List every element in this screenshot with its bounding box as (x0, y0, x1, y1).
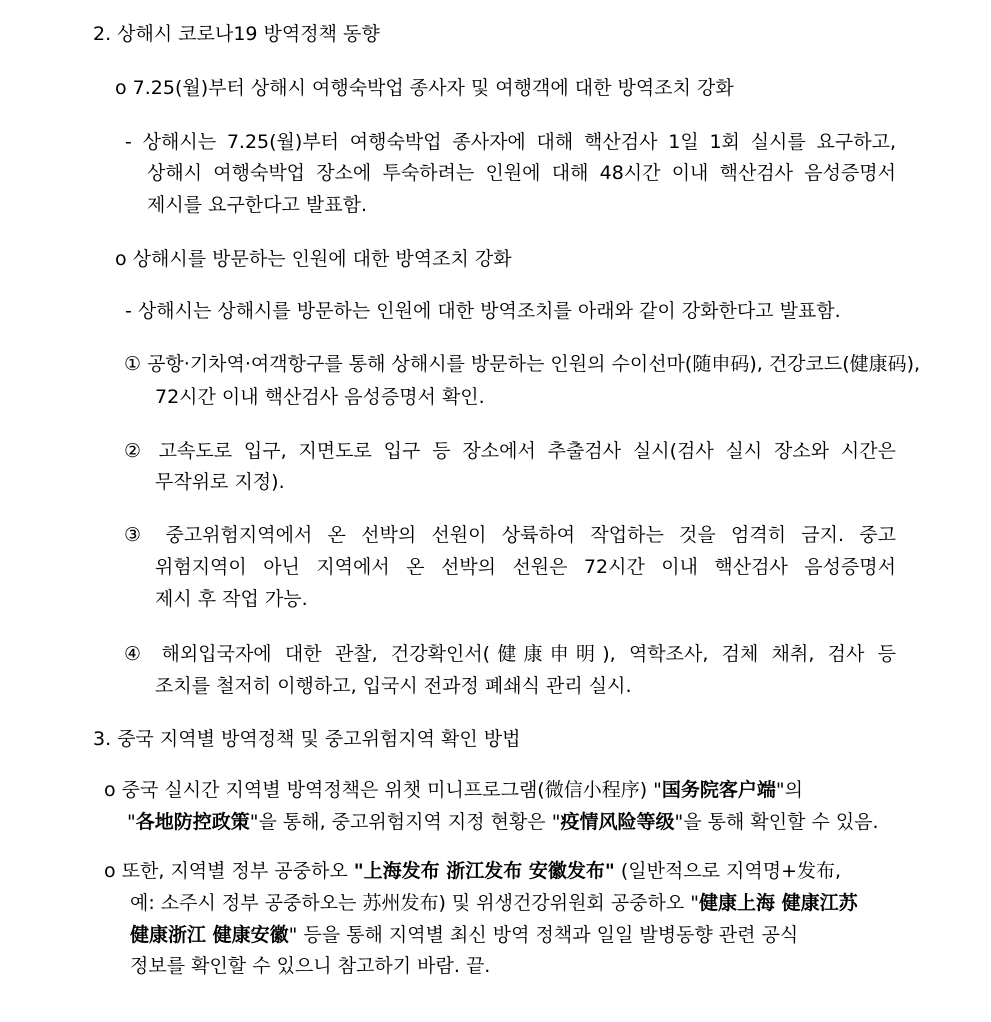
section-2-item-1-line-3: 제시를 요구한다고 발표함. (147, 194, 368, 216)
section-3-item-2-line-1 (104, 858, 841, 884)
section-3-item-1-line-1 (104, 777, 803, 803)
section-3-item-1-text: "을 통해 확인할 수 있음. (674, 811, 879, 833)
section-3-item-1-text: "을 통해, 중고위험지역 지정 현황은 " (249, 811, 561, 833)
section-2-heading: 2. 상해시 코로나19 방역정책 동향 (93, 23, 380, 45)
health-accounts-2: 健康浙江 健康安徽 (130, 924, 289, 946)
point-3-line-2: 위험지역이 아닌 지역에서 온 선박의 선원은 72시간 이내 핵산검사 음성증명서 (155, 556, 896, 578)
section-3-item-2-text: o 또한, 지역별 정부 공중하오 (104, 860, 354, 882)
section-3-item-2-text: 예: 소주시 정부 공중하오는 苏州发布) 및 위생건강위원회 공중하오 " (130, 892, 700, 914)
section-2-item-2-title: o 상해시를 방문하는 인원에 대한 방역조치 강화 (115, 248, 512, 270)
section-2-item-1-line-2: 상해시 여행숙박업 장소에 투숙하려는 인원에 대해 48시간 이내 핵산검사 음성증명서 (147, 162, 896, 184)
health-accounts-1: 健康上海 健康江苏 (699, 892, 858, 914)
section-3-item-1-text: " (127, 811, 136, 833)
section-2-item-2-intro: - 상해시는 상해시를 방문하는 인원에 대한 방역조치를 아래와 같이 강화한다고 발표함. (125, 300, 841, 322)
risk-level-menu-name: 疫情风险等级 (560, 811, 675, 833)
point-2-line-2: 무작위로 지정). (155, 471, 285, 493)
miniprogram-name: 国务院客户端 (661, 779, 776, 801)
section-3-item-2-line-4: 정보를 확인할 수 있으니 참고하기 바람. 끝. (130, 955, 491, 977)
policy-menu-name: 各地防控政策 (135, 811, 250, 833)
point-4-line-2: 조치를 철저히 이행하고, 입국시 전과정 폐쇄식 관리 실시. (155, 675, 632, 697)
section-3-item-1-text: "의 (775, 779, 804, 801)
point-2-line-1: ② 고속도로 입구, 지면도로 입구 등 장소에서 추출검사 실시(검사 실시 장소와 시간은 (124, 440, 896, 462)
point-3-line-3: 제시 후 작업 가능. (155, 588, 308, 610)
point-1-line-2: 72시간 이내 핵산검사 음성증명서 확인. (155, 386, 485, 408)
section-2-item-1-title: o 7.25(월)부터 상해시 여행숙박업 종사자 및 여행객에 대한 방역조치 강화 (115, 77, 734, 99)
section-2-item-1-line-1: - 상해시는 7.25(월)부터 여행숙박업 종사자에 대해 핵산검사 1일 1회 실시를 요구하고, (125, 131, 896, 153)
section-3-item-2-text: " 등을 통해 지역별 최신 방역 정책과 일일 발병동향 관련 공식 (288, 924, 799, 946)
point-1-line-1: ① 공항·기차역·여객항구를 통해 상해시를 방문하는 인원의 수이선마(随申码), 건강코드(健康码), (124, 353, 921, 375)
point-3-line-1: ③ 중고위험지역에서 온 선박의 선원이 상륙하여 작업하는 것을 엄격히 금지. 중고 (124, 524, 896, 546)
section-3-item-1-line-2 (127, 809, 879, 835)
section-3-item-2-line-3 (130, 922, 798, 948)
point-4-line-1: ④ 해외입국자에 대한 관찰, 건강확인서(健康申明), 역학조사, 검체 채취, 검사 등 (124, 643, 896, 665)
section-3-item-2-text: (일반적으로 지역명+发布, (614, 860, 842, 882)
section-3-item-1-text: o 중국 실시간 지역별 방역정책은 위챗 미니프로그램(微信小程序) " (104, 779, 662, 801)
section-3-item-2-line-2 (130, 890, 858, 916)
section-3-heading: 3. 중국 지역별 방역정책 및 중고위험지역 확인 방법 (93, 728, 521, 750)
government-accounts: "上海发布 浙江发布 安徽发布" (353, 860, 615, 882)
